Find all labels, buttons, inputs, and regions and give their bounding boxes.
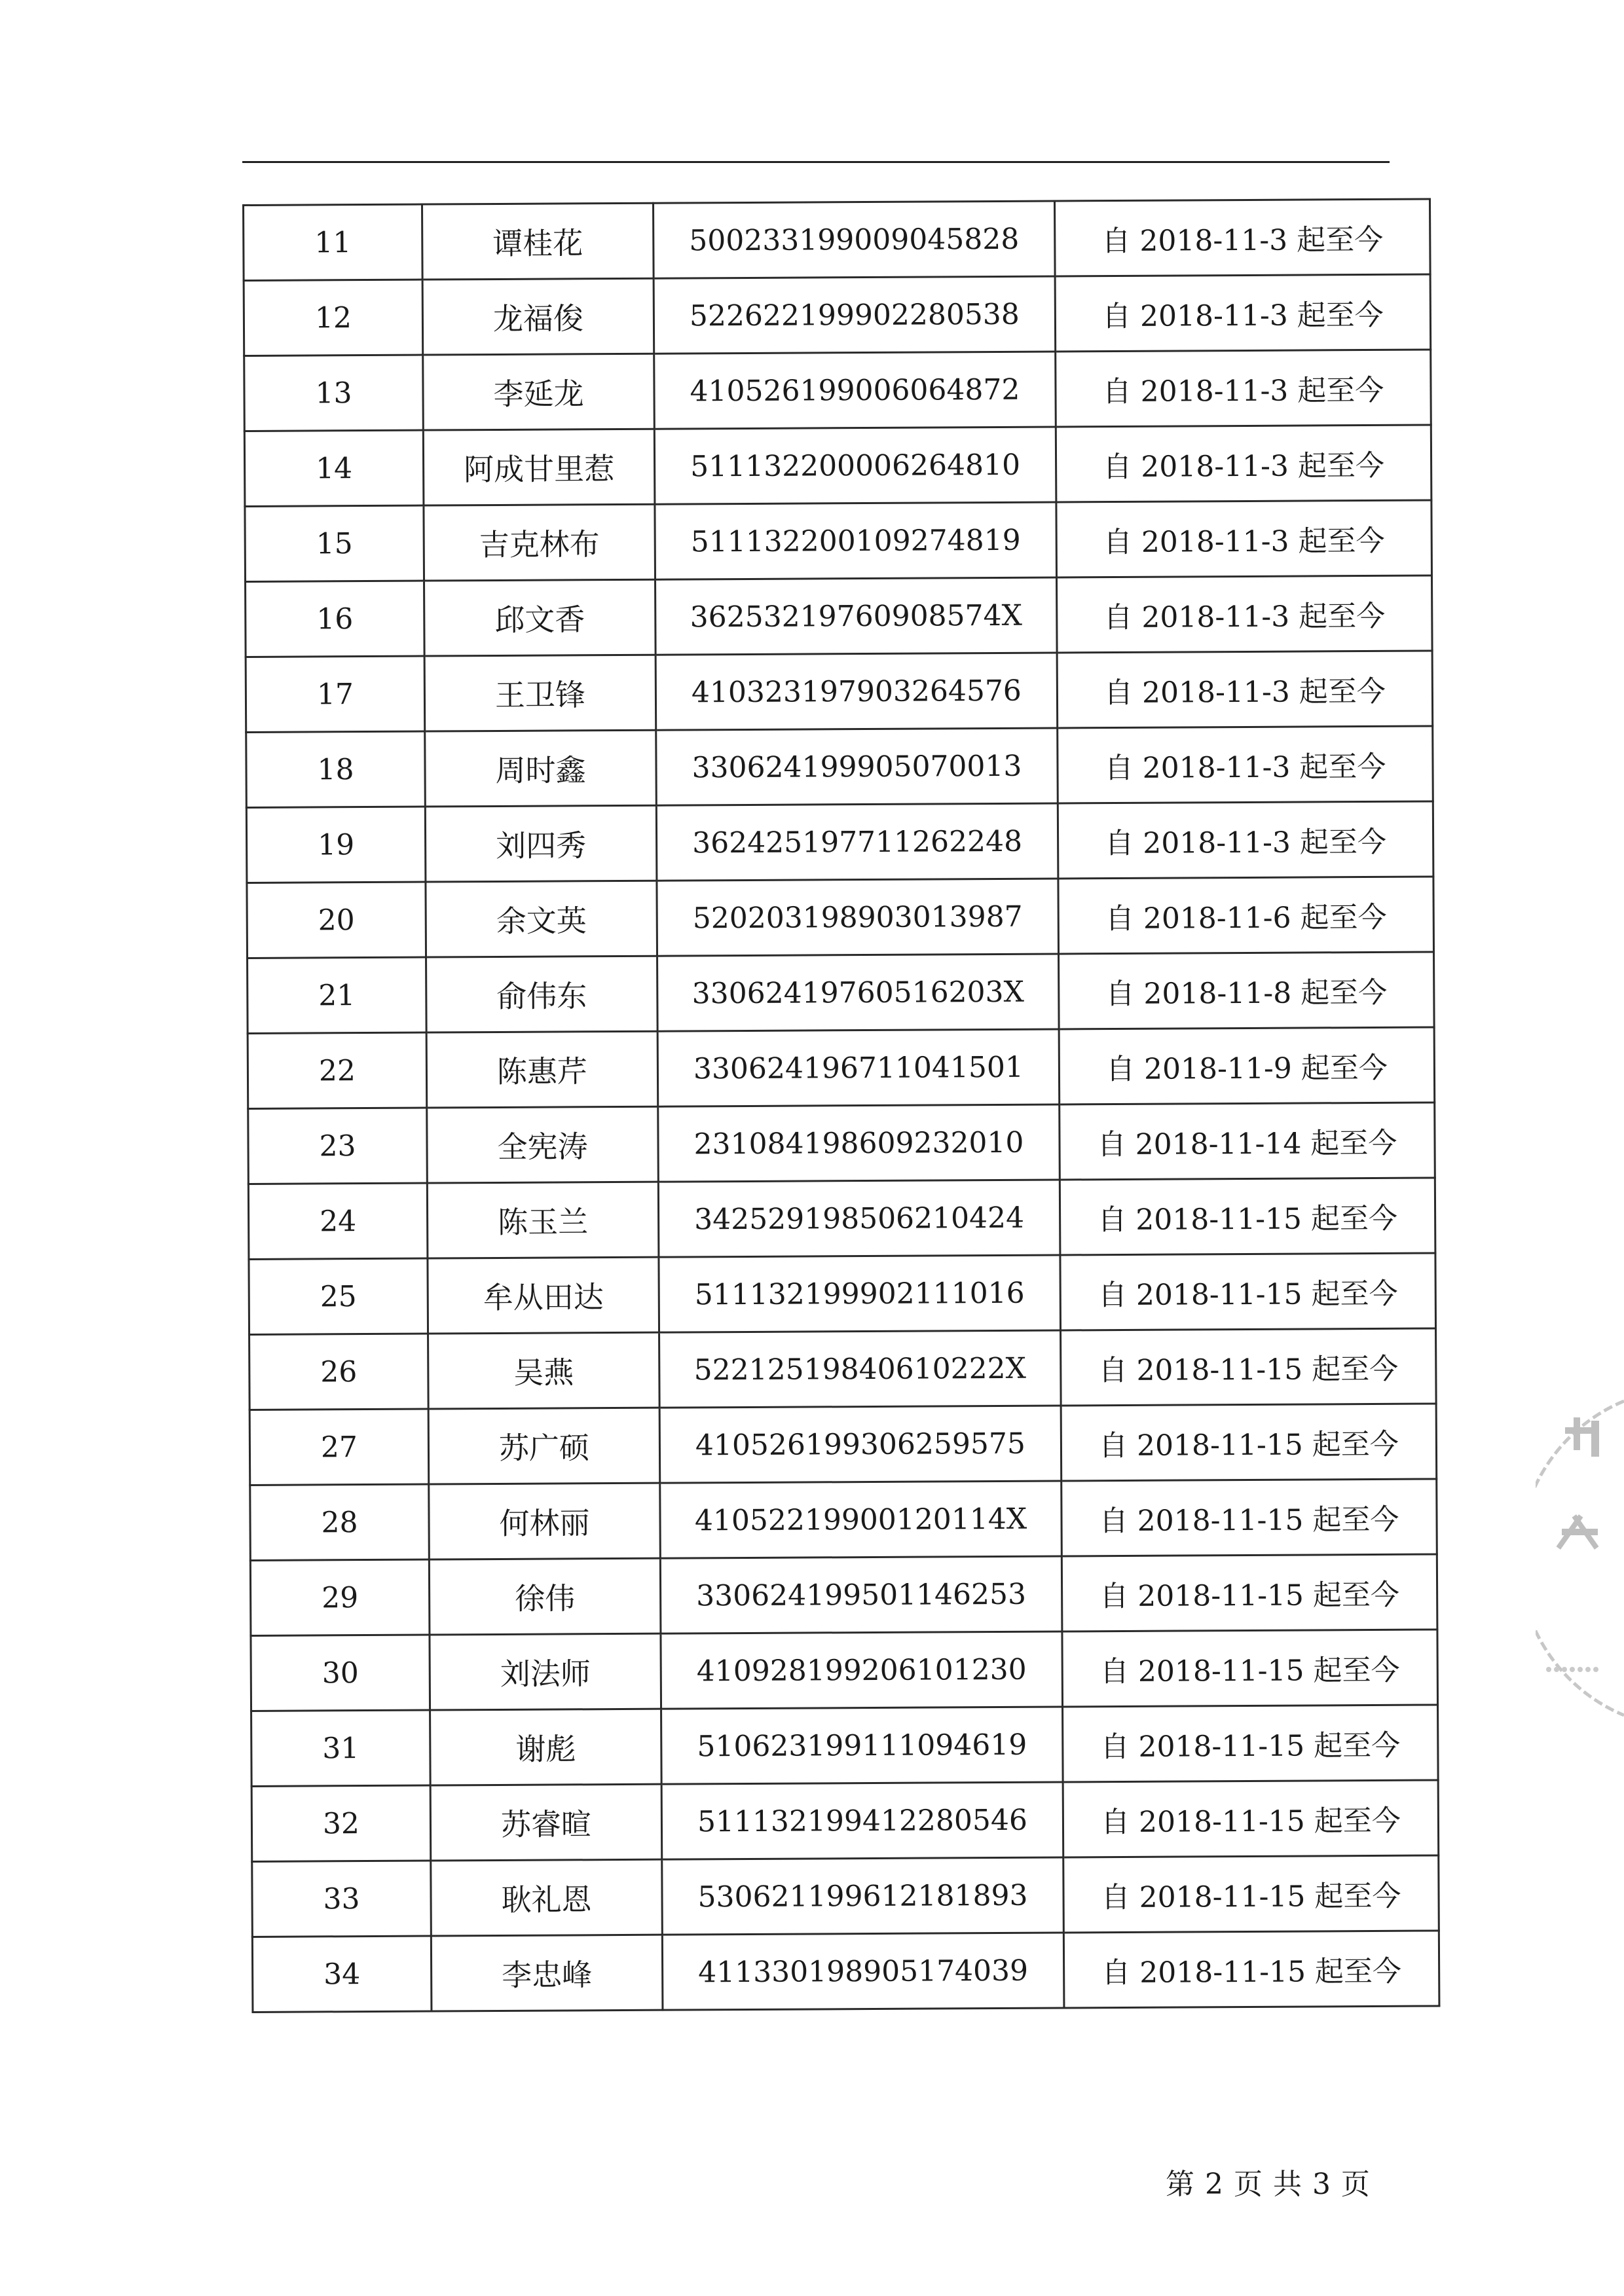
employment-period: 自 2018-11-3 起至今: [1057, 575, 1433, 653]
person-name: 龙福俊: [422, 278, 654, 355]
seal-serial-dots: [1546, 1667, 1598, 1672]
employment-period: 自 2018-11-15 起至今: [1063, 1780, 1439, 1857]
person-name: 徐伟: [429, 1558, 661, 1635]
table-row: [246, 726, 1433, 807]
table-row: [251, 1705, 1439, 1786]
employment-period: 自 2018-11-15 起至今: [1060, 1178, 1435, 1255]
row-number: 20: [247, 882, 426, 958]
id-number: 511132200109274819: [655, 502, 1057, 579]
id-number: 342529198506210424: [658, 1180, 1060, 1257]
employment-period: 自 2018-11-9 起至今: [1059, 1027, 1435, 1104]
id-number: 410928199206101230: [661, 1631, 1063, 1709]
employment-period: 自 2018-11-15 起至今: [1061, 1404, 1437, 1481]
employment-period: 自 2018-11-3 起至今: [1056, 350, 1431, 427]
person-name: 李忠峰: [431, 1935, 663, 2011]
header-rule: [242, 161, 1390, 163]
row-number: 26: [249, 1334, 429, 1410]
row-number: 16: [246, 581, 425, 657]
employment-period: 自 2018-11-15 起至今: [1061, 1328, 1437, 1406]
id-number: 410323197903264576: [655, 653, 1058, 730]
employment-period: 自 2018-11-15 起至今: [1063, 1705, 1439, 1782]
table-row: [247, 877, 1434, 958]
employment-period: 自 2018-11-3 起至今: [1055, 274, 1431, 352]
person-name: 苏广硕: [428, 1408, 660, 1484]
id-number: 36253219760908574X: [655, 577, 1058, 655]
row-number: 18: [246, 731, 426, 807]
row-number: 14: [244, 430, 424, 506]
person-name: 邱文香: [424, 579, 656, 656]
table-row: [249, 1404, 1437, 1485]
employment-period: 自 2018-11-15 起至今: [1060, 1253, 1436, 1330]
employment-period: 自 2018-11-3 起至今: [1056, 500, 1432, 577]
employment-period: 自 2018-11-6 起至今: [1058, 877, 1434, 954]
row-number: 25: [249, 1258, 428, 1334]
row-number: 29: [250, 1559, 430, 1635]
person-name: 周时鑫: [425, 730, 657, 807]
person-name: 吴燕: [428, 1332, 660, 1409]
employment-period: 自 2018-11-15 起至今: [1061, 1554, 1437, 1631]
employment-period: 自 2018-11-3 起至今: [1057, 651, 1433, 728]
person-name: 李延龙: [423, 354, 655, 430]
row-number: 23: [248, 1108, 428, 1184]
id-number: 33062419760516203X: [657, 954, 1060, 1031]
id-number: 511132199902111016: [659, 1255, 1061, 1332]
id-number: 362425197711262248: [656, 803, 1058, 881]
table-row: [248, 1027, 1435, 1108]
id-number: 530621199612181893: [662, 1857, 1064, 1935]
id-number: 330624199905070013: [656, 728, 1058, 805]
id-number: 411330198905174039: [662, 1933, 1064, 2010]
row-number: 12: [244, 280, 423, 355]
row-number: 34: [252, 1936, 432, 2012]
row-number: 32: [251, 1785, 431, 1861]
id-number: 510623199111094619: [661, 1707, 1063, 1784]
table-row: [245, 500, 1432, 581]
person-name: 何林丽: [429, 1483, 661, 1559]
employment-period: 自 2018-11-8 起至今: [1059, 952, 1435, 1029]
row-number: 17: [246, 656, 425, 732]
id-number: 52212519840610222X: [659, 1330, 1061, 1408]
employment-period: 自 2018-11-15 起至今: [1062, 1630, 1438, 1707]
table-row: [248, 1178, 1435, 1259]
employment-period: 自 2018-11-3 起至今: [1058, 726, 1433, 803]
table-row: [248, 1102, 1435, 1184]
id-number: 231084198609232010: [658, 1104, 1060, 1182]
person-name: 牟从田达: [428, 1257, 659, 1334]
seal-glyph-marks: [1557, 1417, 1599, 1550]
page-number: 第 2 页 共 3 页: [1166, 2168, 1371, 2201]
table-row: [252, 1855, 1439, 1937]
row-number: 21: [248, 957, 427, 1033]
table-row: [249, 1328, 1437, 1410]
person-name: 谭桂花: [422, 203, 654, 280]
row-number: 22: [248, 1032, 427, 1108]
row-number: 31: [251, 1710, 431, 1786]
employment-period: 自 2018-11-15 起至今: [1063, 1931, 1439, 2008]
id-number: 330624196711041501: [657, 1029, 1060, 1106]
id-number: 410526199006064872: [654, 352, 1056, 429]
id-number: 520203198903013987: [657, 879, 1059, 956]
table-row: [246, 801, 1433, 883]
table-row: [244, 425, 1431, 506]
employment-period: 自 2018-11-15 起至今: [1061, 1479, 1437, 1556]
id-number: 500233199009045828: [653, 201, 1055, 278]
person-name: 刘四秀: [425, 805, 657, 882]
person-name: 陈玉兰: [427, 1182, 659, 1258]
person-name: 王卫锋: [424, 655, 656, 731]
person-name: 余文英: [426, 881, 657, 957]
table-row: [244, 199, 1431, 280]
person-name: 全宪涛: [427, 1106, 659, 1183]
table-row: [250, 1554, 1437, 1635]
table-row: [251, 1780, 1439, 1861]
employment-period: 自 2018-11-3 起至今: [1058, 801, 1433, 879]
id-number: 522622199902280538: [654, 276, 1056, 354]
table-row: [250, 1479, 1437, 1560]
row-number: 19: [246, 807, 426, 883]
person-name: 阿成甘里惹: [423, 429, 655, 505]
row-number: 24: [248, 1183, 428, 1259]
person-name: 俞伟东: [426, 956, 658, 1032]
table-row: [252, 1931, 1439, 2012]
employee-table: [242, 198, 1440, 2013]
id-number: 511132200006264810: [654, 427, 1056, 504]
table-row: [249, 1253, 1436, 1334]
table-row: [246, 651, 1433, 732]
table-row: [244, 274, 1431, 355]
id-number: 410526199306259575: [659, 1406, 1061, 1483]
employment-period: 自 2018-11-3 起至今: [1054, 199, 1430, 276]
person-name: 谢彪: [430, 1709, 662, 1785]
person-name: 吉克林布: [424, 504, 655, 581]
row-number: 30: [251, 1635, 430, 1711]
person-name: 刘法师: [430, 1633, 661, 1710]
id-number: 330624199501146253: [660, 1556, 1062, 1633]
table-row: [248, 952, 1435, 1033]
row-number: 28: [250, 1484, 430, 1560]
row-number: 11: [244, 204, 423, 280]
table-row: [251, 1630, 1438, 1711]
row-number: 27: [249, 1409, 429, 1485]
person-name: 苏睿暄: [430, 1784, 662, 1861]
partial-seal-stamp: [1536, 1388, 1624, 1728]
id-number: 41052219900120114X: [660, 1481, 1062, 1558]
person-name: 陈惠芹: [426, 1031, 658, 1108]
table-row: [246, 575, 1433, 657]
employment-period: 自 2018-11-3 起至今: [1056, 425, 1431, 502]
employment-period: 自 2018-11-15 起至今: [1063, 1855, 1439, 1933]
row-number: 15: [245, 505, 424, 581]
employment-period: 自 2018-11-14 起至今: [1060, 1102, 1435, 1180]
row-number: 33: [252, 1861, 432, 1937]
row-number: 13: [244, 355, 424, 431]
person-name: 耿礼恩: [431, 1859, 663, 1936]
table-row: [244, 350, 1431, 431]
id-number: 511132199412280546: [661, 1782, 1063, 1859]
